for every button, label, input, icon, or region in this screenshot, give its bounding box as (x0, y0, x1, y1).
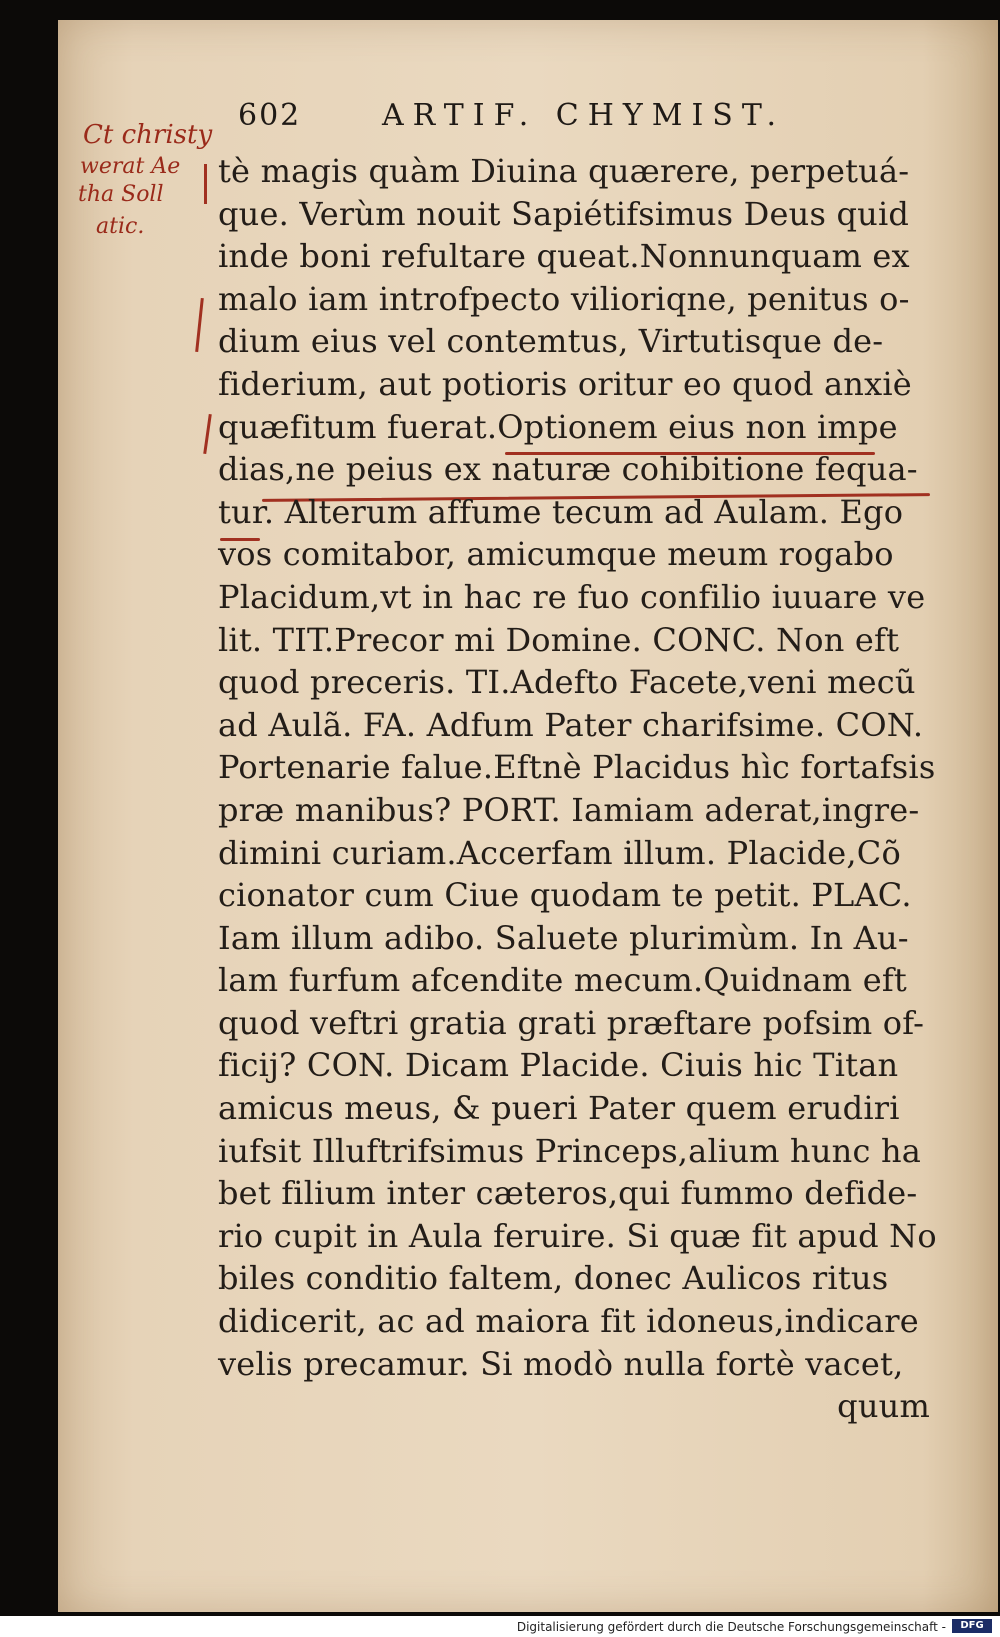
page-header (182, 98, 902, 142)
text-line: ad Aulã. FA. Adfum Pater charifsime. CON. (218, 705, 924, 744)
text-line: malo iam introfpecto vilioriqne, penitus o- (218, 279, 910, 318)
body-text (218, 150, 938, 1428)
text-line: tè magis quàm Diuina quærere, perpetuá- (218, 152, 910, 190)
text-line: rio cupit in Aula feruire. Si quæ fit apud No (218, 1216, 937, 1255)
text-line: didicerit, ac ad maiora fit idoneus,indicare (218, 1302, 919, 1341)
text-line: ficij? CON. Dicam Placide. Ciuis hic Titan (218, 1046, 899, 1085)
footer-text: Digitalisierung gefördert durch die Deutsche Forschungsgemeinschaft - (516, 1620, 946, 1634)
text-line: quæfitum fuerat.Optionem eius non impe (218, 407, 898, 446)
dfg-logo: DFG (952, 1619, 992, 1633)
text-line: amicus meus, & pueri Pater quem erudiri (218, 1089, 900, 1128)
text-line: lam furfum afcendite mecum.Quidnam eft (218, 961, 907, 1000)
marginal-note-3: tha Soll (78, 182, 164, 207)
text-line: biles conditio faltem, donec Aulicos ritus (218, 1259, 889, 1298)
text-line: bet filium inter cæteros,qui fummo defide- (218, 1174, 918, 1213)
marginal-note-1: Ct christy (83, 120, 213, 150)
running-title: ARTIF. CHYMIST. (382, 98, 785, 133)
text-line: dium eius vel contemtus, Virtutisque de- (218, 322, 884, 361)
text-line: tur. Alterum affume tecum ad Aulam. Ego (218, 492, 904, 531)
text-line: Placidum,vt in hac re fuo confilio iuuare ve (218, 577, 926, 616)
text-line: dias,ne peius ex naturæ cohibitione fequa- (218, 450, 918, 489)
text-line: cionator cum Ciue quodam te petit. PLAC. (218, 876, 912, 915)
page-number: 602 (238, 98, 302, 133)
text-line: inde boni refultare queat.Nonnunquam ex (218, 237, 910, 276)
text-line: vos comitabor, amicumque meum rogabo (218, 535, 894, 574)
text-line: lit. TIT.Precor mi Domine. CONC. Non eft (218, 620, 900, 659)
catchword: quum (837, 1387, 930, 1426)
text-line: velis precamur. Si modò nulla fortè vacet, (218, 1344, 904, 1383)
text-line: quod preceris. TI.Adefto Facete,veni mecũ (218, 663, 916, 702)
digitization-footer (0, 1616, 1000, 1637)
marginal-note-4: atic. (96, 214, 145, 239)
margin-bracket-upper (204, 164, 207, 204)
text-line: que. Verùm nouit Sapiétifsimus Deus quid (218, 194, 910, 233)
text-line: dimini curiam.Accerfam illum. Placide,Cõ (218, 833, 901, 872)
text-line: iufsit Illuftrifsimus Princeps,alium hunc ha (218, 1131, 922, 1170)
marginal-note-2: werat Ae (80, 154, 181, 179)
text-line: fiderium, aut potioris oritur eo quod anxiè (218, 364, 912, 403)
text-line: Iam illum adibo. Saluete plurimùm. In Au- (218, 918, 909, 957)
text-line: quod veftri gratia grati præftare pofsim of- (218, 1003, 925, 1042)
text-line: præ manibus? PORT. Iamiam aderat,ingre- (218, 790, 920, 829)
text-line: Portenarie falue.Eftnè Placidus hìc fortafsis (218, 748, 936, 787)
